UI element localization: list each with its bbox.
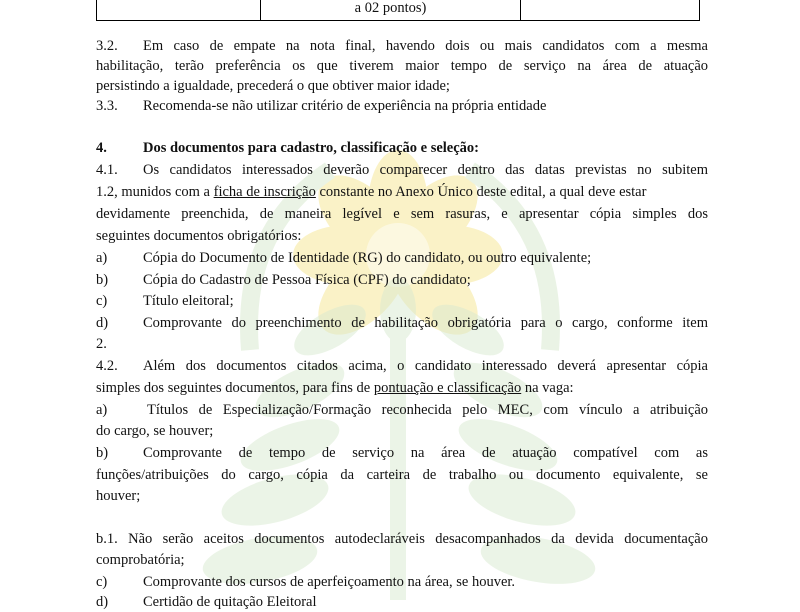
- item-number: 4.2.: [96, 358, 118, 374]
- paragraph-line: habilitação, terão preferência os que tiverem maior tempo de serviço na área de atuação: [96, 58, 708, 74]
- list-marker: d): [96, 315, 109, 331]
- list-item: Comprovante dos cursos de aperfeiçoamento na área, se houver.: [143, 574, 516, 590]
- list-item: Certidão de quitação Eleitoral: [143, 594, 317, 610]
- list-marker: a): [96, 402, 108, 418]
- paragraph-line: devidamente preenchida, de maneira legível e sem rasuras, e apresentar cópia simples dos: [96, 206, 708, 222]
- item-number: 3.2.: [96, 38, 118, 54]
- list-marker: d): [96, 594, 109, 610]
- list-marker: c): [96, 293, 108, 309]
- list-item: Títulos de Especialização/Formação reconhecida pelo MEC, com vínculo a atribuição: [147, 402, 708, 418]
- list-item: Comprovante de tempo de serviço na área de atuação compatível com as: [143, 445, 708, 461]
- item-number: 3.3.: [96, 98, 118, 114]
- text-run: simples dos seguintes documentos, para fins de: [96, 380, 374, 396]
- paragraph-line: Recomenda-se não utilizar critério de experiência na própria entidade: [143, 98, 547, 114]
- paragraph-line: do cargo, se houver;: [96, 423, 214, 439]
- paragraph-line: funções/atribuições do cargo, cópia da carteira de trabalho ou documento equivalente, se: [96, 467, 708, 483]
- underlined-text: pontuação e classificação: [373, 380, 522, 396]
- section-heading: Dos documentos para cadastro, classificação e seleção:: [143, 140, 479, 156]
- list-marker: a): [96, 250, 108, 266]
- list-item: Comprovante do preenchimento de habilitação obrigatória para o cargo, conforme item: [143, 315, 708, 331]
- paragraph-line: b.1. Não serão aceitos documentos autodeclaráveis desacompanhados da devida documentação: [96, 531, 708, 547]
- table-fragment: [96, 0, 700, 21]
- list-marker: b): [96, 272, 109, 288]
- paragraph-line: comprobatória;: [96, 552, 185, 568]
- paragraph-line: Os candidatos interessados deverão comparecer dentro das datas previstas no subitem: [143, 162, 708, 178]
- list-item: Título eleitoral;: [143, 293, 234, 309]
- table-cell-text: a 02 pontos): [354, 0, 427, 16]
- text-run: na vaga:: [521, 380, 574, 396]
- section-number: 4.: [96, 140, 107, 156]
- paragraph-line: persistindo a igualdade, precederá o que obtiver maior idade;: [96, 78, 450, 94]
- text-run: constante no Anexo Único deste edital, a qual deve estar: [315, 184, 647, 200]
- item-number: 4.1.: [96, 162, 118, 178]
- list-marker: c): [96, 574, 108, 590]
- paragraph-line: houver;: [96, 488, 141, 504]
- paragraph-line: seguintes documentos obrigatórios:: [96, 228, 302, 244]
- list-item: Cópia do Cadastro de Pessoa Física (CPF) do candidato;: [143, 272, 471, 288]
- list-item: Cópia do Documento de Identidade (RG) do candidato, ou outro equivalente;: [143, 250, 592, 266]
- paragraph-line: [96, 378, 574, 398]
- list-marker: b): [96, 445, 109, 461]
- paragraph-line: [96, 182, 708, 202]
- text-run: 1.2, munidos com a: [96, 184, 214, 200]
- paragraph-line: Em caso de empate na nota final, havendo dois ou mais candidatos com a mesma: [143, 38, 708, 54]
- paragraph-line: Além dos documentos citados acima, o candidato interessado deverá apresentar cópia: [143, 358, 708, 374]
- paragraph-line: 2.: [96, 336, 107, 352]
- underlined-text: ficha de inscrição: [213, 184, 316, 200]
